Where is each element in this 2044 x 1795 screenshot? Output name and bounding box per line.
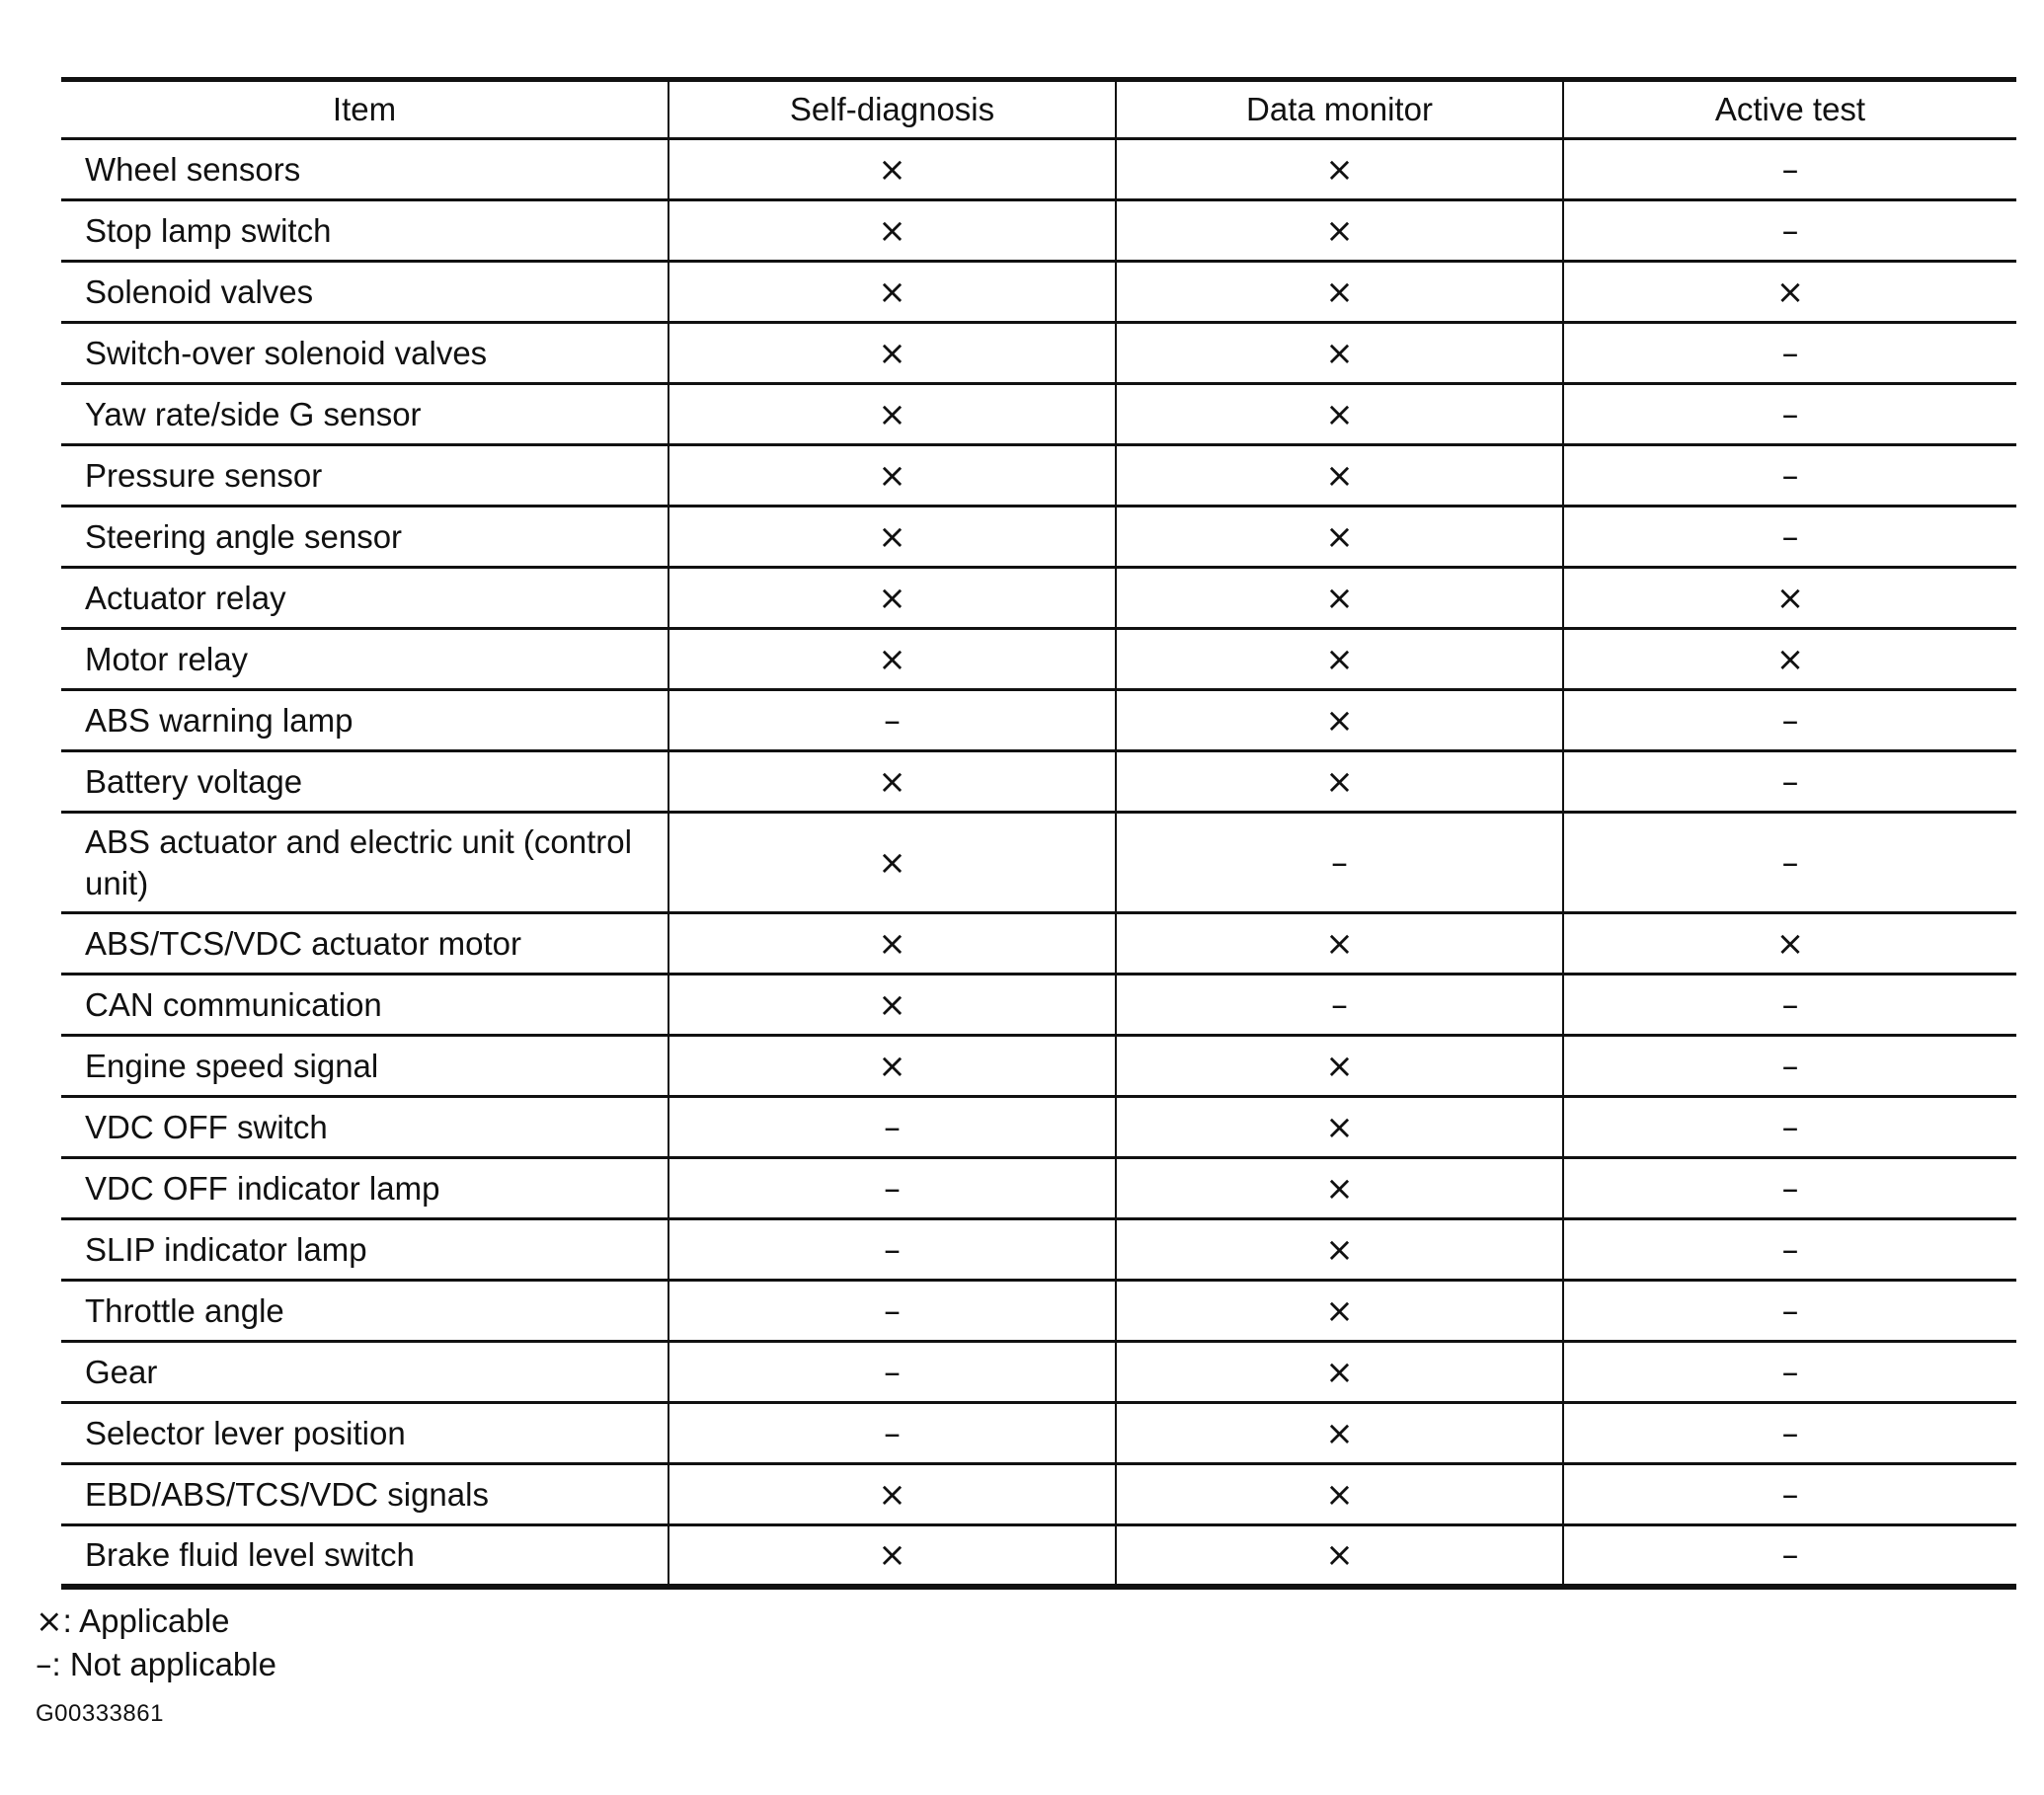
data-monitor-cell: ×: [1116, 262, 1563, 323]
table-row: [61, 913, 2016, 975]
item-cell: Throttle angle: [61, 1281, 668, 1342]
self-diagnosis-cell: –: [668, 1281, 1116, 1342]
active-test-cell: –: [1563, 1281, 2016, 1342]
data-monitor-cell: ×: [1116, 629, 1563, 690]
item-cell: Selector lever position: [61, 1403, 668, 1464]
self-diagnosis-cell: ×: [668, 384, 1116, 445]
item-cell: ABS warning lamp: [61, 690, 668, 751]
table-row: [61, 751, 2016, 813]
table-row: [61, 690, 2016, 751]
table-row: [61, 1036, 2016, 1097]
table-row: [61, 445, 2016, 507]
active-test-cell: –: [1563, 751, 2016, 813]
active-test-cell: ×: [1563, 913, 2016, 975]
header-data-monitor: Data monitor: [1116, 80, 1563, 139]
figure-id: G00333861: [36, 1700, 164, 1727]
header-active-test: Active test: [1563, 80, 2016, 139]
self-diagnosis-cell: ×: [668, 323, 1116, 384]
table-row: [61, 507, 2016, 568]
item-cell: EBD/ABS/TCS/VDC signals: [61, 1464, 668, 1525]
item-cell: SLIP indicator lamp: [61, 1219, 668, 1281]
active-test-cell: –: [1563, 1097, 2016, 1158]
data-monitor-cell: ×: [1116, 200, 1563, 262]
active-test-cell: –: [1563, 1403, 2016, 1464]
table-row: [61, 262, 2016, 323]
item-cell: Stop lamp switch: [61, 200, 668, 262]
table-row: [61, 323, 2016, 384]
header-self-diagnosis: Self-diagnosis: [668, 80, 1116, 139]
data-monitor-cell: ×: [1116, 1525, 1563, 1587]
self-diagnosis-cell: ×: [668, 629, 1116, 690]
active-test-cell: –: [1563, 1525, 2016, 1587]
item-cell: CAN communication: [61, 975, 668, 1036]
data-monitor-cell: ×: [1116, 1281, 1563, 1342]
active-test-cell: –: [1563, 323, 2016, 384]
self-diagnosis-cell: ×: [668, 445, 1116, 507]
active-test-cell: ×: [1563, 629, 2016, 690]
data-monitor-cell: ×: [1116, 1219, 1563, 1281]
data-monitor-cell: ×: [1116, 568, 1563, 629]
active-test-cell: ×: [1563, 568, 2016, 629]
table-row: [61, 568, 2016, 629]
active-test-cell: –: [1563, 1158, 2016, 1219]
item-cell: Switch-over solenoid valves: [61, 323, 668, 384]
table-header: [61, 80, 2016, 139]
table-row: [61, 629, 2016, 690]
data-monitor-cell: –: [1116, 975, 1563, 1036]
item-cell: Wheel sensors: [61, 139, 668, 200]
self-diagnosis-cell: ×: [668, 975, 1116, 1036]
active-test-cell: –: [1563, 1219, 2016, 1281]
self-diagnosis-cell: ×: [668, 200, 1116, 262]
active-test-cell: –: [1563, 384, 2016, 445]
active-test-cell: –: [1563, 1464, 2016, 1525]
table-row: [61, 200, 2016, 262]
item-cell: ABS actuator and electric unit (control unit): [61, 813, 668, 913]
active-test-cell: –: [1563, 813, 2016, 913]
self-diagnosis-cell: ×: [668, 568, 1116, 629]
self-diagnosis-cell: –: [668, 690, 1116, 751]
active-test-cell: –: [1563, 507, 2016, 568]
item-cell: Pressure sensor: [61, 445, 668, 507]
self-diagnosis-cell: –: [668, 1403, 1116, 1464]
table-row: [61, 1403, 2016, 1464]
table-row: [61, 384, 2016, 445]
table-row: [61, 1097, 2016, 1158]
self-diagnosis-cell: –: [668, 1342, 1116, 1403]
data-monitor-cell: ×: [1116, 1158, 1563, 1219]
self-diagnosis-cell: ×: [668, 1464, 1116, 1525]
data-monitor-cell: ×: [1116, 1342, 1563, 1403]
data-monitor-cell: ×: [1116, 445, 1563, 507]
active-test-cell: –: [1563, 1342, 2016, 1403]
item-cell: Solenoid valves: [61, 262, 668, 323]
self-diagnosis-cell: –: [668, 1097, 1116, 1158]
data-monitor-cell: ×: [1116, 139, 1563, 200]
table-row: [61, 1525, 2016, 1587]
self-diagnosis-cell: –: [668, 1219, 1116, 1281]
header-item: Item: [61, 80, 668, 139]
header-row: [61, 80, 2016, 139]
active-test-cell: –: [1563, 445, 2016, 507]
self-diagnosis-cell: ×: [668, 813, 1116, 913]
legend: [36, 1600, 276, 1686]
table-row: [61, 1342, 2016, 1403]
item-cell: VDC OFF switch: [61, 1097, 668, 1158]
table-row: [61, 1281, 2016, 1342]
active-test-cell: –: [1563, 139, 2016, 200]
active-test-cell: ×: [1563, 262, 2016, 323]
applicable-symbol: ×: [36, 1601, 63, 1640]
active-test-cell: –: [1563, 975, 2016, 1036]
active-test-cell: –: [1563, 690, 2016, 751]
item-cell: Engine speed signal: [61, 1036, 668, 1097]
data-monitor-cell: ×: [1116, 1036, 1563, 1097]
legend-not-applicable: [36, 1643, 276, 1686]
self-diagnosis-cell: ×: [668, 139, 1116, 200]
item-cell: Battery voltage: [61, 751, 668, 813]
item-cell: ABS/TCS/VDC actuator motor: [61, 913, 668, 975]
legend-applicable: [36, 1600, 276, 1643]
item-cell: Brake fluid level switch: [61, 1525, 668, 1587]
table-row: [61, 1219, 2016, 1281]
table-body: [61, 139, 2016, 1587]
data-monitor-cell: ×: [1116, 1097, 1563, 1158]
data-monitor-cell: ×: [1116, 323, 1563, 384]
active-test-cell: –: [1563, 1036, 2016, 1097]
active-test-cell: –: [1563, 200, 2016, 262]
item-cell: Motor relay: [61, 629, 668, 690]
not-applicable-symbol: –: [36, 1645, 52, 1683]
item-cell: Actuator relay: [61, 568, 668, 629]
item-cell: Gear: [61, 1342, 668, 1403]
table-row: [61, 139, 2016, 200]
item-cell: VDC OFF indicator lamp: [61, 1158, 668, 1219]
self-diagnosis-cell: ×: [668, 751, 1116, 813]
self-diagnosis-cell: ×: [668, 1525, 1116, 1587]
data-monitor-cell: –: [1116, 813, 1563, 913]
self-diagnosis-cell: ×: [668, 262, 1116, 323]
data-monitor-cell: ×: [1116, 913, 1563, 975]
data-monitor-cell: ×: [1116, 384, 1563, 445]
not-applicable-label: : Not applicable: [51, 1646, 276, 1682]
table-row: [61, 813, 2016, 913]
self-diagnosis-cell: –: [668, 1158, 1116, 1219]
table-row: [61, 1158, 2016, 1219]
data-monitor-cell: ×: [1116, 507, 1563, 568]
applicable-label: : Applicable: [62, 1602, 230, 1639]
data-monitor-cell: ×: [1116, 1403, 1563, 1464]
item-cell: Steering angle sensor: [61, 507, 668, 568]
data-monitor-cell: ×: [1116, 690, 1563, 751]
self-diagnosis-cell: ×: [668, 913, 1116, 975]
table-row: [61, 975, 2016, 1036]
self-diagnosis-cell: ×: [668, 507, 1116, 568]
data-monitor-cell: ×: [1116, 1464, 1563, 1525]
table-row: [61, 1464, 2016, 1525]
diagnostic-function-table: [61, 77, 2016, 1590]
data-monitor-cell: ×: [1116, 751, 1563, 813]
item-cell: Yaw rate/side G sensor: [61, 384, 668, 445]
self-diagnosis-cell: ×: [668, 1036, 1116, 1097]
